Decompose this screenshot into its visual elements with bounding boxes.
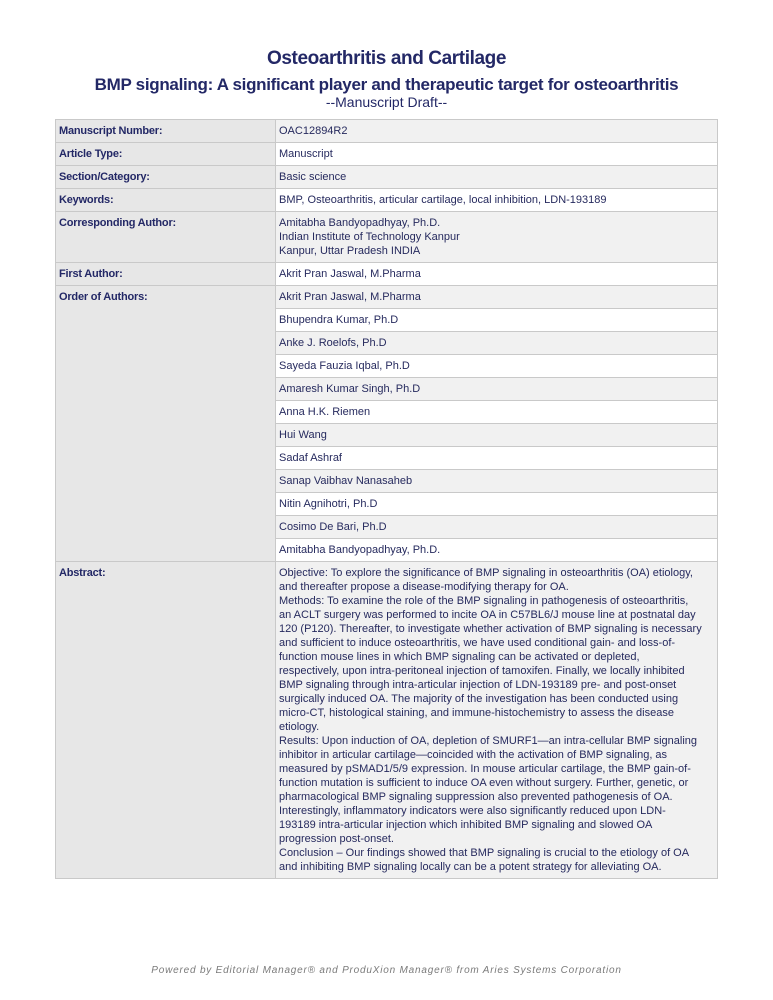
author-entry: Sanap Vaibhav Nanasaheb: [276, 470, 718, 493]
author-entry: Sayeda Fauzia Iqbal, Ph.D: [276, 355, 718, 378]
keywords-value: BMP, Osteoarthritis, articular cartilage, local inhibition, LDN-193189: [276, 189, 718, 212]
order-of-authors-label: Order of Authors:: [56, 286, 276, 562]
first-author-value: Akrit Pran Jaswal, M.Pharma: [276, 263, 718, 286]
article-type-label: Article Type:: [56, 143, 276, 166]
abstract-line: an ACLT surgery was performed to incite OA in C57BL6/J mouse line at postnatal day: [279, 609, 696, 621]
corresponding-author-institution: Indian Institute of Technology Kanpur: [279, 231, 460, 243]
abstract-line: 193189 intra-articular injection which inhibited BMP signaling and slowed OA: [279, 819, 653, 831]
table-row: [56, 263, 718, 286]
corresponding-author-name: Amitabha Bandyopadhyay, Ph.D.: [279, 217, 441, 229]
abstract-line: and thereafter propose a disease-modifying therapy for OA.: [279, 581, 569, 593]
manuscript-number-value: OAC12894R2: [276, 120, 718, 143]
abstract-line: surgically induced OA. The majority of the investigation has been conducted using: [279, 693, 679, 705]
abstract-line: Methods: To examine the role of the BMP signaling in pathogenesis of osteoarthritis,: [279, 595, 689, 607]
corresponding-author-value: [276, 212, 718, 263]
manuscript-title: BMP signaling: A significant player and therapeutic target for osteoarthritis: [94, 75, 679, 94]
abstract-line: function mutation is sufficient to induce OA even without surgery. Further, genetic, or: [279, 777, 689, 789]
author-entry: Amitabha Bandyopadhyay, Ph.D.: [276, 539, 718, 562]
author-entry: Cosimo De Bari, Ph.D: [276, 516, 718, 539]
abstract-line: Conclusion – Our findings showed that BMP signaling is crucial to the etiology of OA: [279, 847, 690, 859]
draft-label: --Manuscript Draft--: [325, 94, 448, 110]
abstract-line: measured by pSMAD1/5/9 expression. In mouse articular cartilage, the BMP gain-of-: [279, 763, 691, 775]
author-entry: Amaresh Kumar Singh, Ph.D: [276, 378, 718, 401]
abstract-line: respectively, upon intra-peritoneal injection of tamoxifen. Finally, we locally inhibited: [279, 665, 685, 677]
manuscript-metadata-table: [55, 119, 718, 879]
abstract-line: progression post-onset.: [279, 833, 394, 845]
table-row: [56, 143, 718, 166]
author-entry: Akrit Pran Jaswal, M.Pharma: [276, 286, 718, 309]
abstract-line: inhibitor in articular cartilage—coincided with the activation of BMP signaling, as: [279, 749, 668, 761]
table-row: [56, 120, 718, 143]
author-entry: Hui Wang: [276, 424, 718, 447]
table-row: [56, 286, 718, 309]
author-entry: Nitin Agnihotri, Ph.D: [276, 493, 718, 516]
abstract-line: etiology.: [279, 721, 320, 733]
footer-credit: Powered by Editorial Manager® and ProduXion Manager® from Aries Systems Corporation: [151, 965, 622, 976]
author-entry: Anke J. Roelofs, Ph.D: [276, 332, 718, 355]
abstract-line: Objective: To explore the significance of BMP signaling in osteoarthritis (OA) etiology,: [279, 567, 693, 579]
abstract-line: BMP signaling through intra-articular injection of LDN-193189 pre- and post-onset: [279, 679, 677, 691]
corresponding-author-location: Kanpur, Uttar Pradesh INDIA: [279, 245, 421, 257]
abstract-line: Results: Upon induction of OA, depletion of SMURF1—an intra-cellular BMP signaling: [279, 735, 697, 747]
corresponding-author-label: Corresponding Author:: [56, 212, 276, 263]
table-row: [56, 166, 718, 189]
document-header: [0, 48, 773, 110]
abstract-line: and inhibiting BMP signaling locally can be a potent strategy for alleviating OA.: [279, 861, 662, 873]
table-row: [56, 189, 718, 212]
section-category-label: Section/Category:: [56, 166, 276, 189]
abstract-line: pharmacological BMP signaling suppression also prevented pathogenesis of OA.: [279, 791, 673, 803]
table-row: [56, 212, 718, 263]
journal-name: Osteoarthritis and Cartilage: [266, 48, 507, 69]
table-row: [56, 562, 718, 879]
manuscript-number-label: Manuscript Number:: [56, 120, 276, 143]
abstract-text: [276, 562, 718, 879]
section-category-value: Basic science: [276, 166, 718, 189]
first-author-label: First Author:: [56, 263, 276, 286]
keywords-label: Keywords:: [56, 189, 276, 212]
abstract-label: Abstract:: [56, 562, 276, 879]
author-entry: Anna H.K. Riemen: [276, 401, 718, 424]
abstract-line: and sufficient to induce osteoarthritis, we have used conditional gain- and loss-of-: [279, 637, 676, 649]
author-entry: Bhupendra Kumar, Ph.D: [276, 309, 718, 332]
article-type-value: Manuscript: [276, 143, 718, 166]
abstract-line: micro-CT, histological staining, and immune-histochemistry to assess the disease: [279, 707, 674, 719]
abstract-line: Interestingly, inflammatory indicators were also significantly reduced upon LDN-: [279, 805, 666, 817]
author-entry: Sadaf Ashraf: [276, 447, 718, 470]
abstract-line: 120 (P120). Thereafter, to investigate whether activation of BMP signaling is necessary: [279, 623, 702, 635]
abstract-line: function mouse lines in which BMP signaling can be activated or depleted,: [279, 651, 640, 663]
